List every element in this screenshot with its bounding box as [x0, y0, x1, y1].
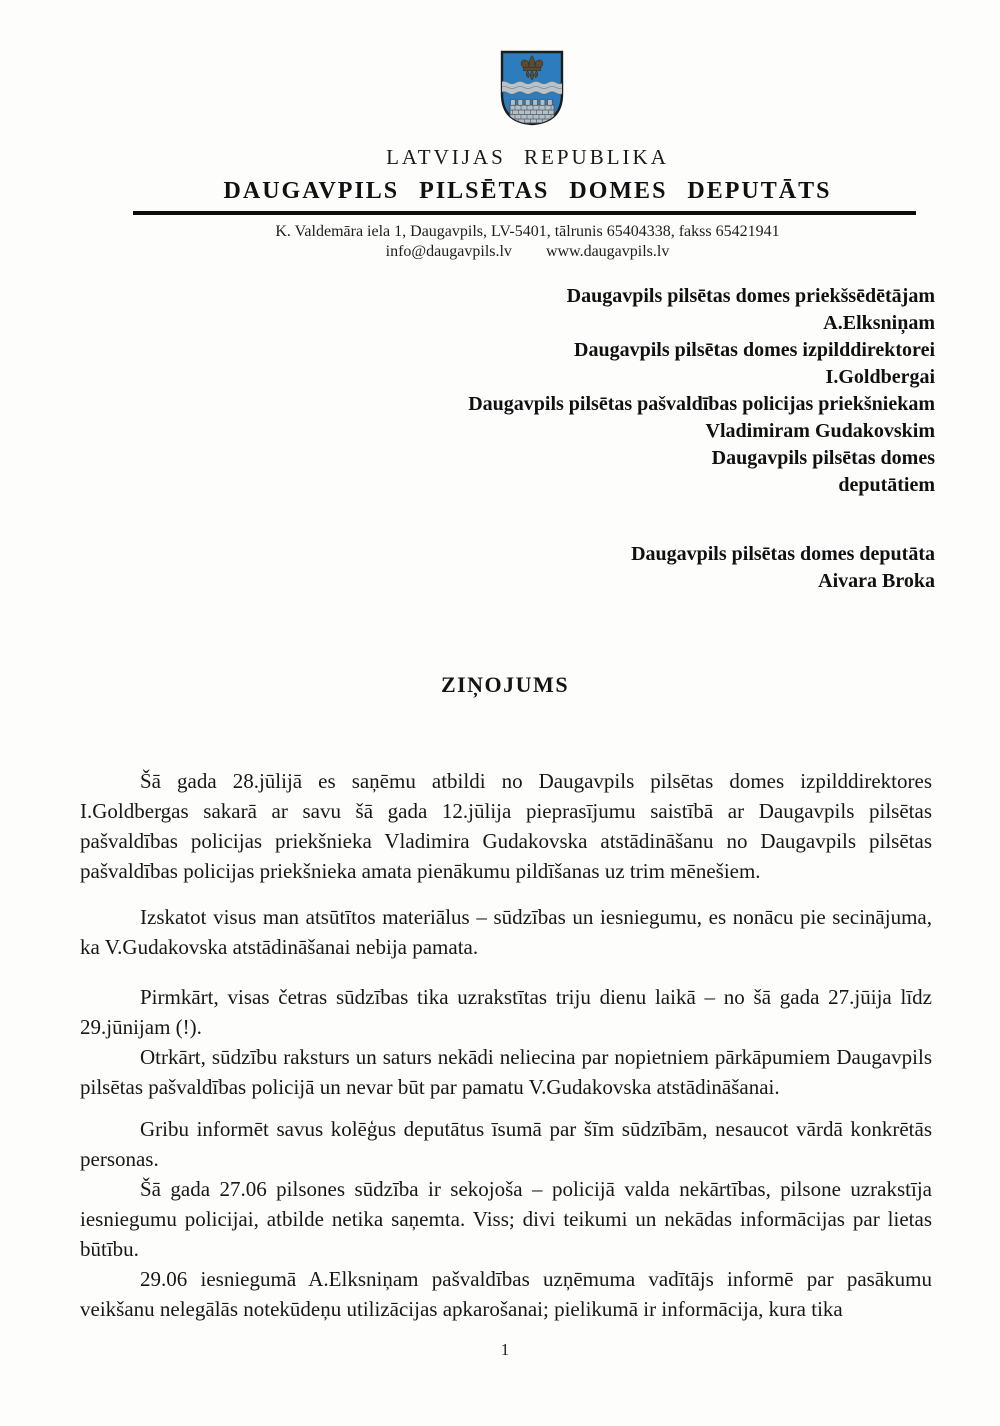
recipient-line: deputātiem [838, 474, 935, 496]
letterhead [55, 50, 1000, 261]
sender-line: Daugavpils pilsētas domes deputāta [631, 543, 935, 565]
paragraph: Gribu informēt savus kolēģus deputātus īsumā par šīm sūdzībām, nesaucot vārdā konkrētās personas. [80, 1117, 932, 1171]
paragraph: Šā gada 27.06 pilsones sūdzība ir sekojoša – policijā valda nekārtības, pilsone uzrakstīja iesniegumu policijai, atbilde netika saņemta. Viss; divi teikumi un nekādas informācijas par lietas būtību. [80, 1177, 932, 1261]
organization-name: DAUGAVPILS PILSĒTAS DOMES DEPUTĀTS [223, 178, 832, 204]
sender-block [335, 541, 935, 595]
paragraph: Šā gada 28.jūlijā es saņēmu atbildi no Daugavpils pilsētas domes izpilddirektores I.Goldbergas sakarā ar savu šā gada 12.jūlija pieprasījumu saistībā ar Daugavpils pilsētas pašvaldības policijas priekšnieka Vladimira Gudakovska atstādināšanu no Daugavpils pilsētas pašvaldības policijas priekšnieka amata pienākumu pildīšanas uz trim mēnešiem. [80, 769, 932, 883]
letter-body [80, 766, 932, 1324]
email-text: info@daugavpils.lv [385, 243, 512, 260]
recipient-line: Daugavpils pilsētas domes [711, 447, 935, 469]
recipient-line: Daugavpils pilsētas domes izpilddirektorei [574, 339, 935, 361]
paragraph: 29.06 iesniegumā A.Elksniņam pašvaldības uzņēmuma vadītājs informē par pasākumu veikšanu nelegālās notekūdeņu utilizācijas apkarošanai; pielikumā ir informācija, kura tika [80, 1267, 932, 1321]
recipient-line: I.Goldbergai [825, 366, 935, 388]
address-line: K. Valdemāra iela 1, Daugavpils, LV-5401, tālrunis 65404338, fakss 65421941 [275, 223, 780, 240]
recipient-line: A.Elksniņam [823, 312, 935, 334]
contact-line [55, 243, 1000, 261]
recipient-line: Daugavpils pilsētas pašvaldības policijas priekšniekam [468, 393, 935, 415]
page-number: 1 [500, 1340, 510, 1359]
recipient-line: Daugavpils pilsētas domes priekšsēdētājam [566, 285, 935, 307]
daugavpils-coat-of-arms-icon [500, 50, 564, 126]
letterhead-divider [133, 211, 916, 215]
recipient-line: Vladimiram Gudakovskim [705, 420, 935, 442]
paragraph: Otrkārt, sūdzību raksturs un saturs nekādi neliecina par nopietniem pārkāpumiem Daugavpils pilsētas pašvaldības policijā un nevar būt par pamatu V.Gudakovska atstādināšanai. [80, 1045, 932, 1099]
document-title: ZIŅOJUMS [440, 672, 570, 697]
website-text: www.daugavpils.lv [545, 243, 670, 260]
paragraph: Izskatot visus man atsūtītos materiālus – sūdzības un iesniegumu, es nonācu pie secinājuma, ka V.Gudakovska atstādināšanai nebija pamata. [80, 905, 932, 959]
recipient-block [235, 283, 935, 499]
country-name: LATVIJAS REPUBLIKA [386, 145, 669, 169]
sender-line: Aivara Broka [818, 570, 935, 592]
paragraph: Pirmkārt, visas četras sūdzības tika uzrakstītas triju dienu laikā – no šā gada 27.jūija līdz 29.jūnijam (!). [80, 985, 932, 1039]
